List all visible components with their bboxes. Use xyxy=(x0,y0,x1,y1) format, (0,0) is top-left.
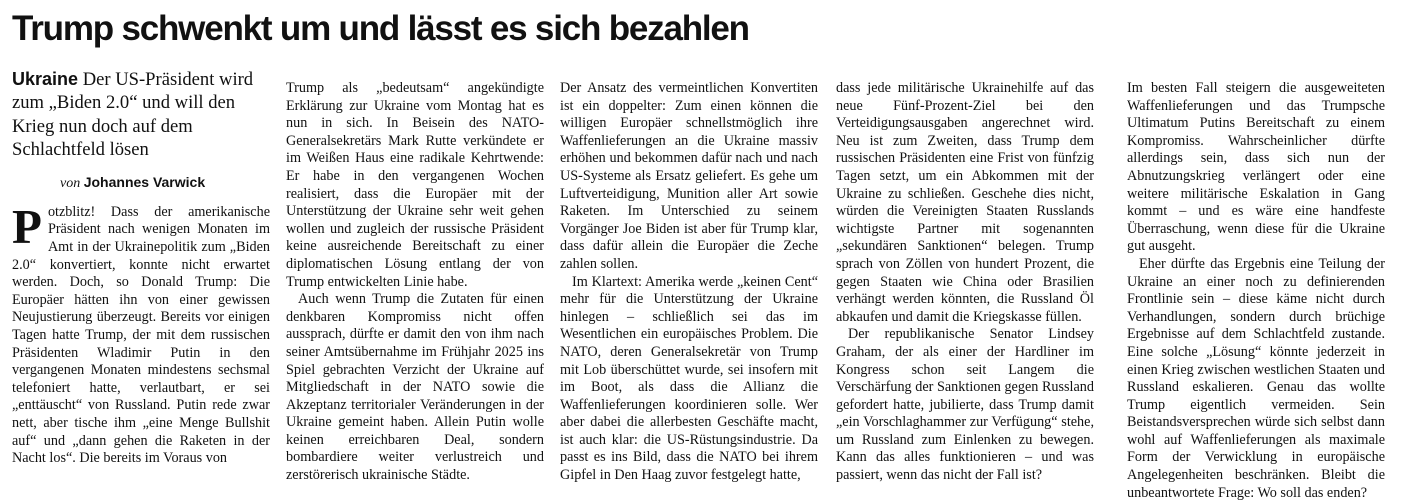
article-column-1 xyxy=(12,68,270,468)
teaser xyxy=(12,68,270,161)
byline-prefix: von xyxy=(60,176,81,192)
article-lead xyxy=(12,198,270,468)
article-column-2 xyxy=(286,80,544,485)
paragraph: Eher dürfte das Ergebnis eine Teilung der Ukraine an einer noch zu definierenden Frontlinie sein – diese käme nicht durch Verhandlungen, sondern durch brüchige Ergebnisse auf dem Schlachtfeld zustande. Eine solche „Lösung“ könnte jederzeit in einen Krieg zwischen westlichen Staaten und Russland eskalieren. Genau das wollte Trump eigentlich vermeiden. Sein Beistandsversprechen würde sich selbst dann wohl auf Waffenlieferungen als maximale Form der Verwicklung in europäische Angelegenheiten beschränken. Bleibt die unbeantwortete Frage: Wo soll das enden? xyxy=(1127,255,1385,501)
headline: Trump schwenkt um und lässt es sich bezahlen xyxy=(12,9,749,48)
article-column-4 xyxy=(836,80,1094,485)
teaser-kicker: Ukraine xyxy=(12,69,79,89)
paragraph: Der Ansatz des vermeintlichen Konvertiten ist ein doppelter: Zum einen können die willigen Europäer schnellstmöglich ihre Waffenlieferungen an die Ukraine massiv erhöhen und bekommen dafür nach und nach US-Systeme als Ersatz geliefert. Es gehe um Luftverteidigung, Munition aller Art sowie Raketen. Im Unterschied zu seinem Vorgänger Joe Biden ist aber für Trump klar, dass dafür allein die Europäer die Zeche zahlen sollen. xyxy=(560,80,818,272)
article-lead-text: otzblitz! Dass der amerikanische Präsident nach wenigen Monaten im Amt in der Ukrainepolitik zum „Biden 2.0“ konvertiert, konnte nicht erwartet werden. Doch, so Donald Trump: Die Europäer hätten ihn von einer gewissen Neujustierung überzeugt. Bereits vor einigen Tagen hatte Trump, der mit dem russischen Präsidenten Wladimir Putin in den vergangenen Monaten mindestens sechsmal telefoniert hatte, verlautbart, er sei „enttäuscht“ von Russland. Putin rede zwar nett, aber tische ihm „eine Menge Bullshit auf“ und „dann gehen die Raketen in der Nacht los“. Die bereits im Voraus von xyxy=(12,203,270,467)
paragraph: Im besten Fall steigern die ausgeweiteten Waffenlieferungen und das Trumpsche Ultimatum Putins Bereitschaft zu einem Kompromiss. Wahrscheinlicher dürfte allerdings sein, dass sich nun der Abnutzungskrieg verlängert oder eine weitere militärische Eskalation in Gang kommt – und es wäre eine handfeste Überraschung, wenn diese für die Ukraine gut ausgeht. xyxy=(1127,80,1385,255)
paragraph: Im Klartext: Amerika werde „keinen Cent“ mehr für die Unterstützung der Ukraine hinlegen – schließlich sei das im Wesentlichen ein europäisches Problem. Die NATO, deren Generalsekretär von Trump mit Lob überschüttet wurde, sei insofern mit im Boot, als dass die Allianz die Waffenlieferungen koordinieren solle. Wer aber dabei die allerbesten Geschäfte macht, ist auch klar: die US-Rüstungsindustrie. Da passt es ins Bild, dass die NATO bei ihrem Gipfel in Den Haag zuvor festgelegt hatte, xyxy=(560,273,818,484)
byline-author: Johannes Varwick xyxy=(83,174,206,191)
paragraph: dass jede militärische Ukrainehilfe auf das neue Fünf-Prozent-Ziel bei den Verteidigungsausgaben angerechnet wird. Neu ist zum Zweiten, dass Trump dem russischen Präsidenten eine Frist von fünfzig Tagen setzt, um ein Abkommen mit der Ukraine zu schließen. Geschehe dies nicht, würden die Vereinigten Staaten Russlands wichtigste Partner mit sogenannten „sekundären Sanktionen“ belegen. Trump sprach von Zöllen von hundert Prozent, die gegen Staaten wie China oder Brasilien verhängt werden könnten, die Russland Öl abkaufen und damit die Kriegskasse füllen. xyxy=(836,80,1094,325)
article-column-3 xyxy=(560,80,818,485)
paragraph: Der republikanische Senator Lindsey Graham, der als einer der Hardliner im Kongress schon seit Langem die Verschärfung der Sanktionen gegen Russland gefordert hatte, jubilierte, dass Trump damit „ein Vorschlaghammer zur Verfügung“ stehe, um Russland zum Einlenken zu bewegen. Kann das alles funktionieren – und was passiert, wenn das nicht der Fall ist? xyxy=(836,326,1094,484)
paragraph: Auch wenn Trump die Zutaten für einen denkbaren Kompromiss nicht offen aussprach, dürfte er damit den von ihm nach seiner Amtsübernahme im Frühjahr 2025 ins Spiel gebrachten Verzicht der Ukraine auf Mitgliedschaft in der NATO sowie die Akzeptanz territorialer Veränderungen in der Ukraine gemeint haben. Allein Putin wolle keinen erreichbaren Deal, sondern bombardiere weiter verlustreich und zerstörerisch ukrainische Städte. xyxy=(286,291,544,484)
byline xyxy=(12,174,270,193)
article-column-5 xyxy=(1127,80,1385,502)
dropcap: P xyxy=(12,198,42,254)
paragraph: Trump als „bedeutsam“ angekündigte Erklärung zur Ukraine vom Montag hat es nun in sich. In Beisein des NATO-Generalsekretärs Mark Rutte verkündete er im Weißen Haus eine radikale Kehrtwende: Er habe in den vergangenen Wochen realisiert, dass die Europäer mit der Unterstützung der Ukraine sehr weit gehen wollen und zugleich der russische Präsident keine ausreichende Bereitschaft zu einer diplomatischen Lösung entlang der von Trump entwickelten Linie habe. xyxy=(286,80,544,290)
teaser-text: Der US-Präsident wird zum „Biden 2.0“ und will den Krieg nun doch auf dem Schlachtfeld lösen xyxy=(12,69,254,160)
